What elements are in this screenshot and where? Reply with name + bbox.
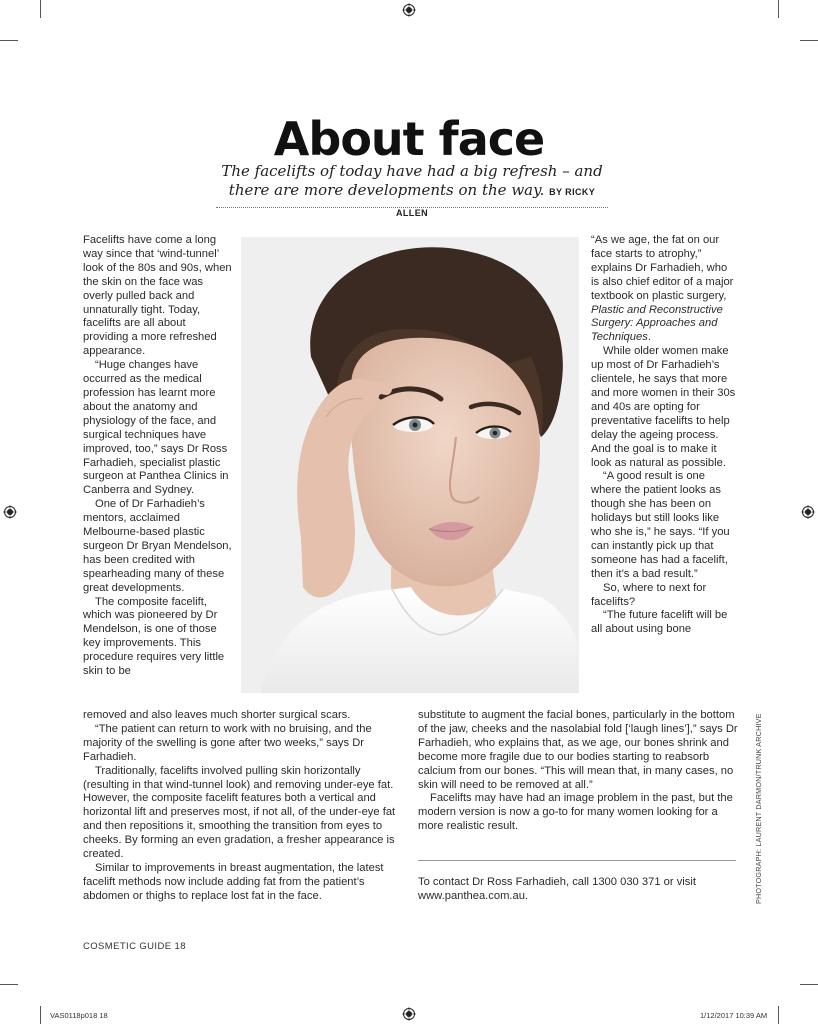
standfirst-text: The facelifts of today have had a big refresh – and there are more developments on the way. [221,162,603,199]
photo-credit-wrap [744,704,763,904]
crop-mark [0,40,18,41]
paragraph-text: . [647,331,651,344]
byline: BY RICKY ALLEN [396,187,596,218]
paragraph: “A good result is one where the patient looks as though she has been on holidays but still looks like who she is,” he says. “If you can instantly pick up that someone has had a facelift, then it’s a bad result.” [591,470,730,580]
contact-info: To contact Dr Ross Farhadieh, call 1300 030 371 or visit www.panthea.com.au. [418,876,696,902]
portrait-photo [241,237,579,693]
registration-mark-icon [801,505,815,519]
registration-mark-icon [402,1007,416,1021]
right-wide-column [418,709,738,834]
crop-mark [0,984,18,985]
paragraph: “The patient can return to work with no bruising, and the majority of the swelling is gone after two weeks,” says Dr Farhadieh. [83,722,372,763]
paragraph: While older women make up most of Dr Farhadieh’s clientele, he says that more and more women in their 30s and 40s are opting for preventative facelifts to help delay the ageing process. And the goal is to make it look as natural as possible. [591,345,736,469]
article-standfirst [216,162,608,223]
crop-mark [800,40,818,41]
crop-mark [778,0,779,18]
paragraph: Facelifts have come a long way since that ‘wind-tunnel’ look of the 80s and 90s, when the skin on the face was overly pulled back and unnaturally tight. Today, facelifts are all about providing a more refreshed appearance. [83,234,232,358]
paragraph: Traditionally, facelifts involved pulling skin horizontally (resulting in that wind-tunnel look) and removing under-eye fat. However, the composite facelift features both a vertical and horizontal lift and preserves most, if not all, of the under-eye fat and then repositions it, smoothing the transition from eyes to cheeks. By forming an even gradation, a fresher appearance is created. [83,764,396,861]
slug-date: 1/12/2017 10:39 AM [700,1011,768,1020]
photo-credit: PHOTOGRAPH: LAURENT DARMON/TRUNK ARCHIVE [754,713,763,904]
paragraph-text: “As we age, the fat on our face starts to atrophy,” explains Dr Farhadieh, who is also chief editor of a major textbook on plastic surgery, [591,234,734,302]
crop-mark [40,1006,41,1024]
paragraph: One of Dr Farhadieh’s mentors, acclaimed Melbourne-based plastic surgeon Dr Bryan Mendelson, has been credited with spearheading many of these great developments. [83,498,232,594]
paragraph: “Huge changes have occurred as the medical profession has learnt more about the anatomy and physiology of the face, and surgical techniques have improved, too,” says Dr Ross Farhadieh, specialist plastic surgeon at Panthea Clinics in Canberra and Sydney. [83,359,229,497]
paragraph: removed and also leaves much shorter surgical scars. [83,709,351,721]
article-title: About face [273,112,545,166]
paragraph: substitute to augment the facial bones, particularly in the bottom of the jaw, cheeks and the nasolabial fold [‘laugh lines’],” says Dr Farhadieh, who explains that, as we age, our bones shrink and become more fragile due to our bodies starting to reabsorb calcium from our bones. “This will mean that, in many cases, no skin will need to be removed at all.” [418,709,738,791]
crop-mark [778,1006,779,1024]
registration-mark-icon [3,505,17,519]
paragraph: “The future facelift will be all about using bone [591,609,728,636]
registration-mark-icon [402,3,416,17]
paragraph: Facelifts may have had an image problem in the past, but the modern version is now a go-to for many women looking for a more realistic result. [418,792,733,833]
crop-mark [800,984,818,985]
left-column [83,234,233,679]
divider [216,207,608,208]
right-column [591,234,738,637]
paragraph: Similar to improvements in breast augmentation, the latest facelift methods now include adding fat from the patient’s abdomen or thighs to replace lost fat in the face. [83,861,384,902]
paragraph: So, where to next for facelifts? [591,581,707,608]
portrait-illustration [241,237,579,693]
paragraph: The composite facelift, which was pioneered by Dr Mendelson, is one of those key improvements. This procedure requires very little skin to be [83,595,225,678]
divider [418,860,736,861]
paragraph [591,234,738,345]
slug-file: VAS0118p018 18 [50,1011,108,1020]
left-wide-column [83,709,403,904]
book-title: Plastic and Reconstructive Surgery: Approaches and Techniques [591,303,723,344]
crop-mark [40,0,41,18]
page-folio: COSMETIC GUIDE 18 [83,941,186,952]
